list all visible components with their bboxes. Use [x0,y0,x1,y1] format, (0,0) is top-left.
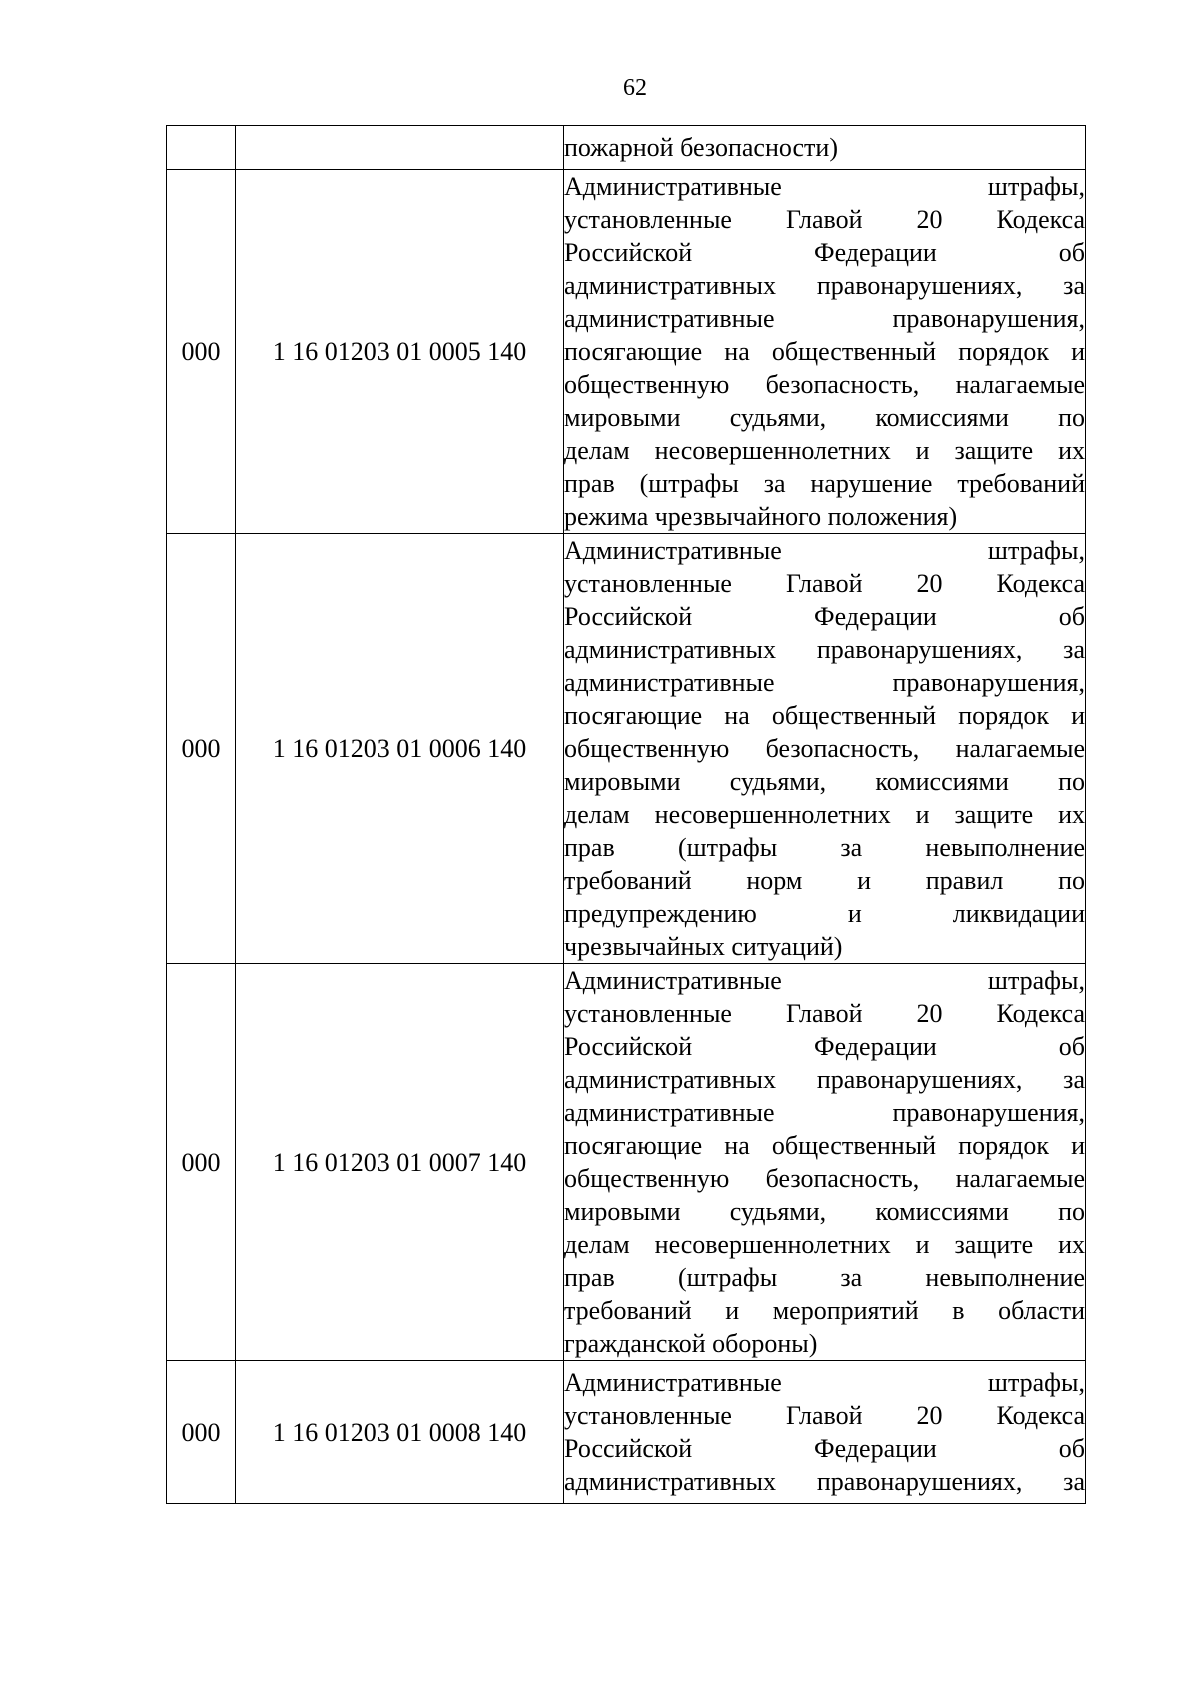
description-line: административных правонарушениях, за [564,1065,1085,1094]
page-number: 62 [623,75,647,101]
description-line: мировыми судьями, комиссиями по [564,403,1085,432]
budget-code-cell: 1 16 01203 01 0008 140 [236,1361,564,1504]
admin-code-cell: 000 [167,1361,236,1504]
description-line: посягающие на общественный порядок и [564,1131,1085,1160]
description-line: Административные штрафы, [564,966,1085,995]
description-line: пожарной безопасности) [564,133,838,162]
description-line: Административные штрафы, [564,1368,1085,1397]
description-line: установленные Главой 20 Кодекса [564,569,1085,598]
budget-code-cell: 1 16 01203 01 0005 140 [236,170,564,534]
description-line: прав (штрафы за невыполнение [564,1263,1085,1292]
description-cell [564,534,1086,964]
description-line: Российской Федерации об [564,238,1085,267]
description-line: административных правонарушениях, за [564,635,1085,664]
description-cell [564,126,1086,170]
description-line: режима чрезвычайного положения) [564,502,958,531]
description-line: мировыми судьями, комиссиями по [564,1197,1085,1226]
description-line: установленные Главой 20 Кодекса [564,205,1085,234]
table-row [167,534,1086,964]
description-line: посягающие на общественный порядок и [564,701,1085,730]
description-cell [564,964,1086,1361]
description-line: Административные штрафы, [564,536,1085,565]
description-line: административные правонарушения, [564,1098,1085,1127]
budget-code-cell [236,126,564,170]
budget-codes-table [166,125,1086,1504]
table-row [167,964,1086,1361]
description-line: административных правонарушениях, за [564,1467,1085,1496]
description-line: административных правонарушениях, за [564,271,1085,300]
description-line: требований норм и правил по [564,866,1085,895]
table-row [167,126,1086,170]
admin-code-cell: 000 [167,170,236,534]
description-line: Российской Федерации об [564,602,1085,631]
description-line: предупреждению и ликвидации [564,899,1085,928]
description-line: Российской Федерации об [564,1434,1085,1463]
table-row [167,1361,1086,1504]
budget-code-cell: 1 16 01203 01 0007 140 [236,964,564,1361]
description-line: гражданской обороны) [564,1329,818,1358]
description-line: установленные Главой 20 Кодекса [564,1401,1085,1430]
description-line: посягающие на общественный порядок и [564,337,1085,366]
description-line: Административные штрафы, [564,172,1085,201]
admin-code-cell: 000 [167,534,236,964]
description-line: административные правонарушения, [564,304,1085,333]
description-line: общественную безопасность, налагаемые [564,1164,1085,1193]
description-line: прав (штрафы за невыполнение [564,833,1085,862]
description-line: делам несовершеннолетних и защите их [564,1230,1085,1259]
description-cell [564,1361,1086,1504]
description-line: делам несовершеннолетних и защите их [564,800,1085,829]
description-line: Российской Федерации об [564,1032,1085,1061]
description-line: делам несовершеннолетних и защите их [564,436,1085,465]
description-line: требований и мероприятий в области [564,1296,1085,1325]
description-cell [564,170,1086,534]
description-line: чрезвычайных ситуаций) [564,932,843,961]
description-line: общественную безопасность, налагаемые [564,734,1085,763]
admin-code-cell [167,126,236,170]
admin-code-cell: 000 [167,964,236,1361]
budget-code-cell: 1 16 01203 01 0006 140 [236,534,564,964]
description-line: установленные Главой 20 Кодекса [564,999,1085,1028]
description-line: административные правонарушения, [564,668,1085,697]
description-line: прав (штрафы за нарушение требований [564,469,1085,498]
description-line: мировыми судьями, комиссиями по [564,767,1085,796]
table-row [167,170,1086,534]
table-body [167,126,1086,1504]
description-line: общественную безопасность, налагаемые [564,370,1085,399]
